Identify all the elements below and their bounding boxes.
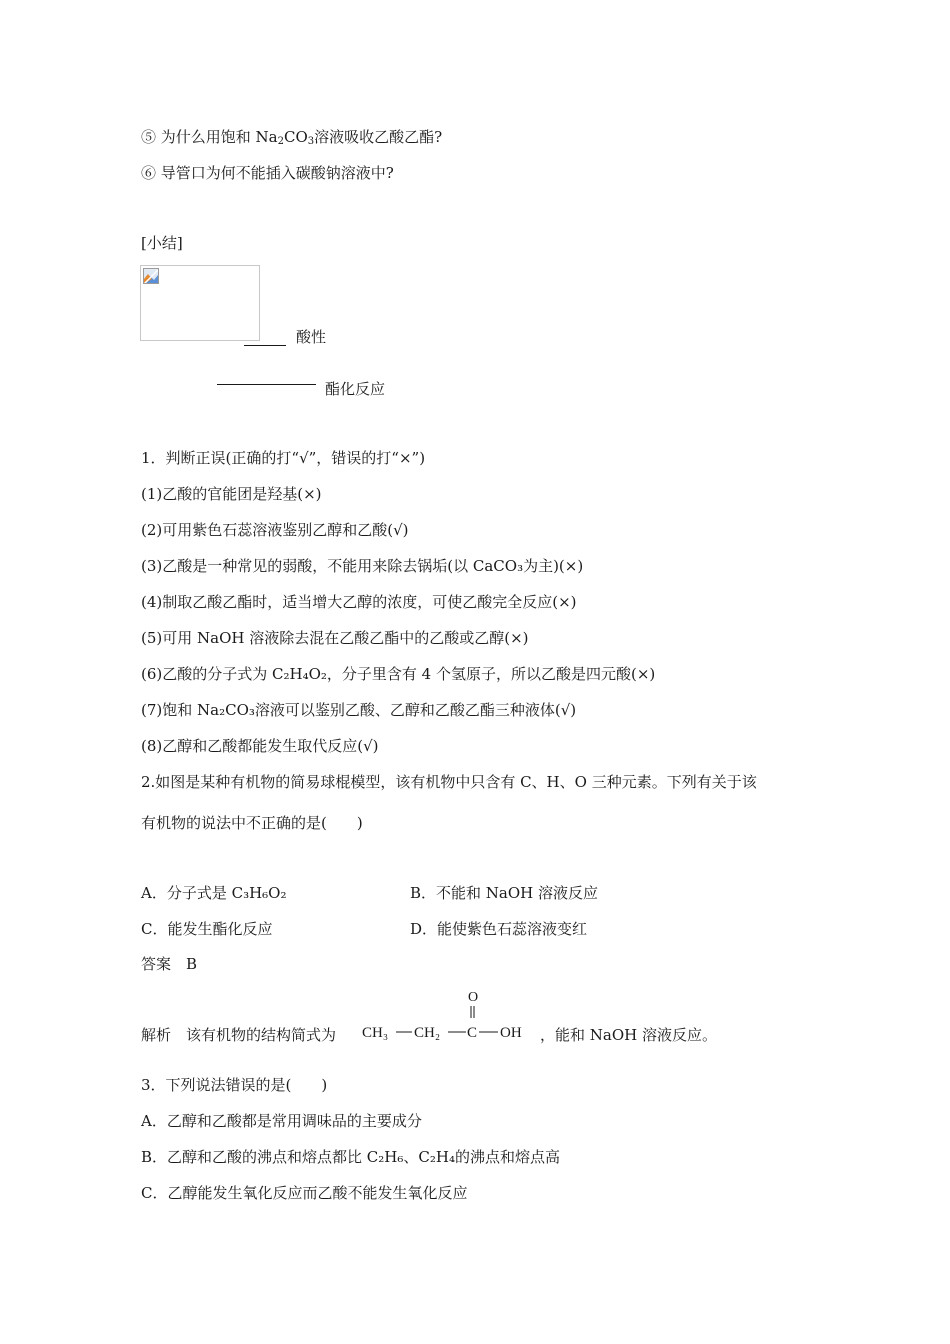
blank-line: [244, 345, 286, 346]
q5-text: 溶液吸收乙酸乙酯?: [314, 128, 443, 146]
q1-item: (5)可用 NaOH 溶液除去混在乙酸乙酯中的乙酸或乙醇(×): [141, 629, 529, 647]
q2-option-b: B．不能和 NaOH 溶液反应: [410, 884, 599, 902]
q5-text: ⑤ 为什么用饱和 Na: [141, 128, 278, 146]
q3-option-c: C．乙醇能发生氧化反应而乙酸不能发生氧化反应: [141, 1184, 468, 1202]
q2-answer: 答案 B: [141, 955, 198, 973]
summary-diagram-image: [140, 265, 260, 341]
q3-stem: 3．下列说法错误的是( ): [141, 1076, 328, 1094]
q2-stem-line2: 有机物的说法中不正确的是( ): [141, 814, 363, 832]
q1-item: (8)乙醇和乙酸都能发生取代反应(√): [141, 737, 379, 755]
formula-c: C: [467, 1025, 478, 1041]
q1-item: (3)乙酸是一种常见的弱酸，不能用来除去锅垢(以 CaCO₃为主)(×): [141, 557, 584, 575]
q2-analysis-prefix: 解析 该有机物的结构简式为: [141, 1026, 337, 1044]
formula-oh: OH: [500, 1025, 522, 1041]
q2-option-d: D．能使紫色石蕊溶液变红: [410, 920, 588, 938]
question-6: ⑥ 导管口为何不能插入碳酸钠溶液中?: [141, 164, 394, 182]
broken-image-icon: [143, 268, 159, 284]
question-5: [141, 127, 442, 147]
q2-analysis-suffix: ，能和 NaOH 溶液反应。: [540, 1026, 717, 1044]
q1-item: (1)乙酸的官能团是羟基(×): [141, 485, 322, 503]
formula-ch3: CH₃: [362, 1025, 389, 1041]
q1-item: (7)饱和 Na₂CO₃溶液可以鉴别乙酸、乙醇和乙酸乙酯三种液体(√): [141, 701, 577, 719]
formula-ch2: CH₂: [414, 1025, 441, 1041]
q3-option-a: A．乙醇和乙酸都是常用调味品的主要成分: [141, 1112, 422, 1130]
subscript: 3: [307, 136, 315, 147]
q1-item: (6)乙酸的分子式为 C₂H₄O₂，分子里含有 4 个氢原子，所以乙酸是四元酸(×): [141, 665, 656, 683]
summary-heading: [小结]: [141, 234, 183, 252]
esterification-label: 酯化反应: [325, 380, 386, 398]
q2-stem-line1: 2.如图是某种有机物的简易球棍模型，该有机物中只含有 C、H、O 三种元素。下列有关于该: [141, 773, 757, 791]
q1-item: (2)可用紫色石蕊溶液鉴别乙醇和乙酸(√): [141, 521, 409, 539]
structural-formula: [360, 985, 540, 1045]
formula-o-top: O: [468, 990, 479, 1005]
q1-title: 1．判断正误(正确的打“√”，错误的打“×”): [141, 449, 426, 467]
q3-option-b: B．乙醇和乙酸的沸点和熔点都比 C₂H₆、C₂H₄的沸点和熔点高: [141, 1148, 560, 1166]
subscript: 2: [277, 136, 284, 147]
q1-item: (4)制取乙酸乙酯时，适当增大乙醇的浓度，可使乙酸完全反应(×): [141, 593, 577, 611]
q2-option-c: C．能发生酯化反应: [141, 920, 273, 938]
blank-line: [217, 384, 316, 385]
acidity-label: 酸性: [296, 328, 327, 346]
q5-text: CO: [283, 128, 308, 146]
q2-option-a: A．分子式是 C₃H₆O₂: [141, 884, 287, 902]
